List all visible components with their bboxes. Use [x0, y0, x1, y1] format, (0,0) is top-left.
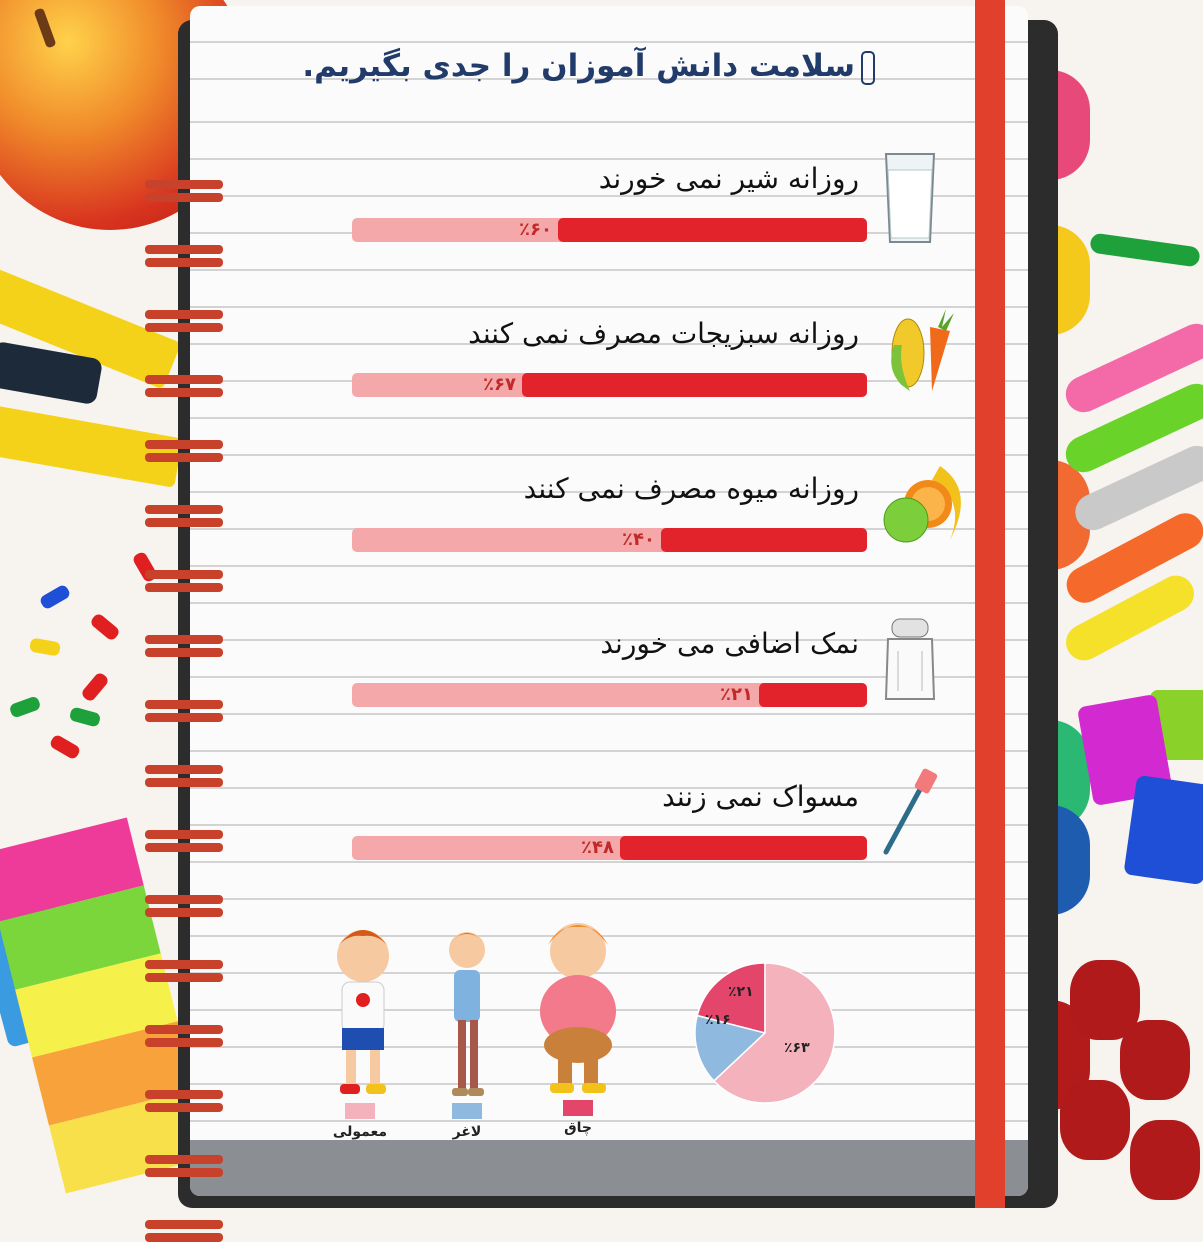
legend-label-normal: معمولی	[332, 1124, 388, 1140]
spiral-ring	[145, 843, 223, 852]
spiral-ring	[145, 1155, 223, 1164]
notebook-bottom-edge	[190, 1140, 1028, 1196]
stat-label: روزانه میوه مصرف نمی کنند	[523, 472, 859, 505]
stat-label: نمک اضافی می خورند	[600, 627, 859, 660]
bar-track	[352, 836, 867, 860]
page-title	[270, 48, 875, 98]
legend-swatch-thin	[452, 1103, 482, 1119]
pie-label-thin: ٪۱۶	[705, 1012, 731, 1028]
spiral-ring	[145, 648, 223, 657]
push-pin-icon	[9, 695, 42, 718]
bar-percent-label: ٪۴۰	[622, 529, 655, 550]
push-pin-icon	[80, 671, 110, 703]
bar-percent-label: ٪۶۷	[483, 374, 516, 395]
legend-swatch-fat	[563, 1100, 593, 1116]
spiral-ring	[145, 1038, 223, 1047]
bar-fill	[759, 683, 867, 707]
normal-kid-illustration	[318, 920, 408, 1104]
spiral-ring	[145, 1220, 223, 1229]
fruit-icon	[880, 460, 976, 550]
thin-kid-illustration	[432, 920, 502, 1104]
pie-label-fat: ٪۲۱	[728, 984, 754, 1000]
push-pin-icon	[49, 733, 82, 760]
spiral-ring	[145, 388, 223, 397]
bar-track	[352, 218, 867, 242]
spiral-ring	[145, 583, 223, 592]
spiral-ring	[145, 700, 223, 709]
spiral-ring	[145, 973, 223, 982]
spiral-ring	[145, 323, 223, 332]
legend-label-fat: چاق	[564, 1120, 592, 1136]
spiral-ring	[145, 505, 223, 514]
stat-label: مسواک نمی زنند	[662, 780, 859, 813]
bar-fill	[558, 218, 867, 242]
spiral-ring	[145, 895, 223, 904]
push-pin-icon	[89, 612, 121, 642]
salt-shaker-icon	[880, 615, 940, 709]
page-title-text: سلامت دانش آموزان را جدی بگیریم.	[302, 48, 855, 84]
milk-glass-icon	[880, 150, 940, 250]
spiral-ring	[145, 830, 223, 839]
spiral-ring	[145, 518, 223, 527]
spiral-ring	[145, 1168, 223, 1177]
legend-label-thin: لاغر	[452, 1124, 482, 1140]
bar-fill	[620, 836, 867, 860]
spiral-ring	[145, 778, 223, 787]
overweight-kid-illustration	[528, 915, 628, 1104]
sharpener-decoration	[1123, 775, 1203, 885]
spiral-ring	[145, 245, 223, 254]
exclamation-icon	[861, 51, 875, 85]
spiral-ring	[145, 453, 223, 462]
spiral-ring	[145, 1103, 223, 1112]
spiral-ring	[145, 713, 223, 722]
bar-track	[352, 373, 867, 397]
spiral-ring	[145, 908, 223, 917]
spiral-ring	[145, 1233, 223, 1242]
spiral-ring	[145, 375, 223, 384]
push-pin-icon	[1089, 232, 1201, 267]
push-pin-icon	[39, 583, 72, 610]
spiral-ring	[145, 765, 223, 774]
legend-swatch-normal	[345, 1103, 375, 1119]
body-type-pie-chart	[690, 958, 840, 1108]
spiral-ring	[145, 960, 223, 969]
bar-percent-label: ٪۲۱	[720, 684, 753, 705]
spiral-ring	[145, 258, 223, 267]
spiral-ring	[145, 193, 223, 202]
bar-track	[352, 683, 867, 707]
stat-label: روزانه سبزیجات مصرف نمی کنند	[468, 317, 859, 350]
spiral-ring	[145, 1090, 223, 1099]
stat-label: روزانه شیر نمی خورند	[598, 162, 859, 195]
spiral-ring	[145, 635, 223, 644]
pie-label-normal: ٪۶۳	[784, 1040, 810, 1056]
berries-decoration	[1060, 960, 1200, 1200]
bar-percent-label: ٪۴۸	[581, 837, 614, 858]
push-pin-icon	[69, 706, 102, 727]
bar-fill	[522, 373, 867, 397]
elastic-band	[975, 0, 1005, 1208]
bar-track	[352, 528, 867, 552]
bar-percent-label: ٪۶۰	[519, 219, 552, 240]
bar-fill	[661, 528, 867, 552]
vegetables-icon	[880, 305, 964, 399]
spiral-ring	[145, 180, 223, 189]
spiral-ring	[145, 440, 223, 449]
push-pin-icon	[29, 638, 61, 657]
spiral-ring	[145, 310, 223, 319]
toothbrush-icon	[880, 768, 940, 862]
spiral-ring	[145, 570, 223, 579]
spiral-ring	[145, 1025, 223, 1034]
